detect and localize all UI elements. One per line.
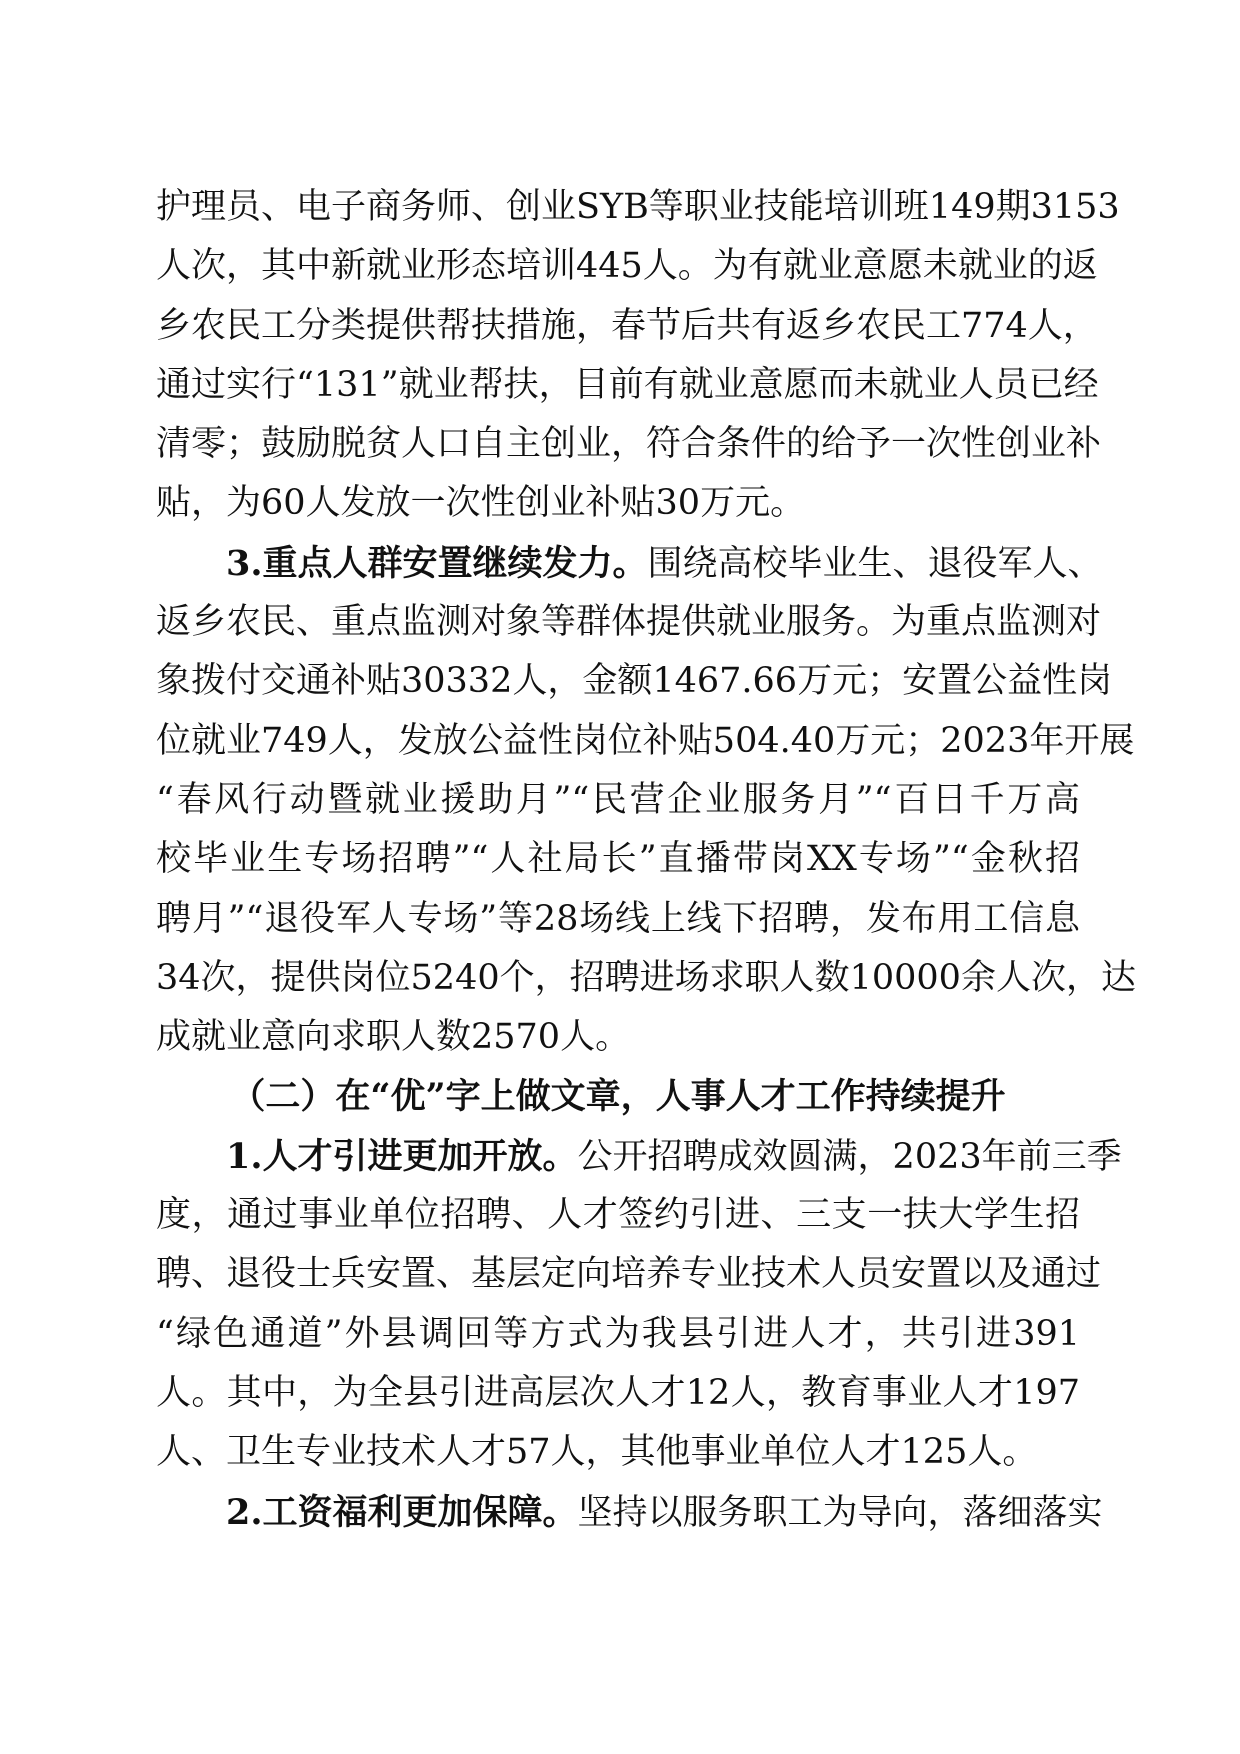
text-line: 象拨付交通补贴30332人，金额1467.66万元；安置公益性岗 [156,661,1113,702]
text-run: 坚持以服务职工为导向，落细落实 [577,1492,1103,1533]
text-line: 返乡农民、重点监测对象等群体提供就业服务。为重点监测对 [156,602,1102,643]
text-line: 人。其中，为全县引进高层次人才12人，教育事业人才197 [156,1372,1080,1413]
text-line [156,534,1103,593]
paragraph-talent-introduction [156,1127,1122,1483]
paragraph-wages-welfare [156,1483,1103,1542]
section-lead-talent: 1.人才引进更加开放。 [226,1135,578,1177]
text-line: 人次，其中新就业形态培训445人。为有就业意愿未就业的返 [156,246,1098,287]
text-line: 成就业意向求职人数2570人。 [156,1017,631,1058]
text-line [156,1483,1103,1542]
text-line [156,1127,1122,1186]
text-line: 清零；鼓励脱贫人口自主创业，符合条件的给予一次性创业补 [156,424,1102,465]
text-line: 34次，提供岗位5240个，招聘进场求职人数10000余人次，达 [156,957,1136,998]
section-lead-wages: 2.工资福利更加保障。 [226,1491,578,1533]
text-line: 护理员、电子商务师、创业SYB等职业技能培训班149期3153 [156,187,1120,227]
text-line: 乡农民工分类提供帮扶措施，春节后共有返乡农民工774人， [156,305,1098,346]
paragraph-key-groups [156,534,1136,1068]
paragraph-training [156,178,1120,534]
text-run: 公开招聘成效圆满，2023年前三季 [577,1136,1122,1177]
text-line: 位就业749人，发放公益性岗位补贴504.40万元；2023年开展 [156,720,1135,761]
text-line: “绿色通道”外县调回等方式为我县引进人才，共引进391 [156,1313,1080,1354]
text-line: 通过实行“131”就业帮扶，目前有就业意愿而未就业人员已经 [156,364,1099,405]
text-line: 聘月”“退役军人专场”等28场线上线下招聘，发布用工信息 [156,898,1080,939]
text-line: 贴，为60人发放一次性创业补贴30万元。 [156,483,806,524]
text-line: “春风行动暨就业援助月”“民营企业服务月”“百日千万高 [156,779,1080,820]
text-line: 聘、退役士兵安置、基层定向培养专业技术人员安置以及通过 [156,1254,1102,1295]
section-heading: （二）在“优”字上做文章，人事人才工作持续提升 [230,1076,1006,1118]
text-line: 度，通过事业单位招聘、人才签约引进、三支一扶大学生招 [156,1195,1080,1236]
text-line: 人、卫生专业技术人才57人，其他事业单位人才125人。 [156,1432,1038,1473]
document-page [156,178,1136,1542]
section-lead-key-groups: 3.重点人群安置继续发力。 [226,542,648,584]
text-run: 围绕高校毕业生、退役军人、 [647,543,1103,584]
text-line: 校毕业生专场招聘”“人社局长”直播带岗XX专场”“金秋招 [156,839,1080,880]
